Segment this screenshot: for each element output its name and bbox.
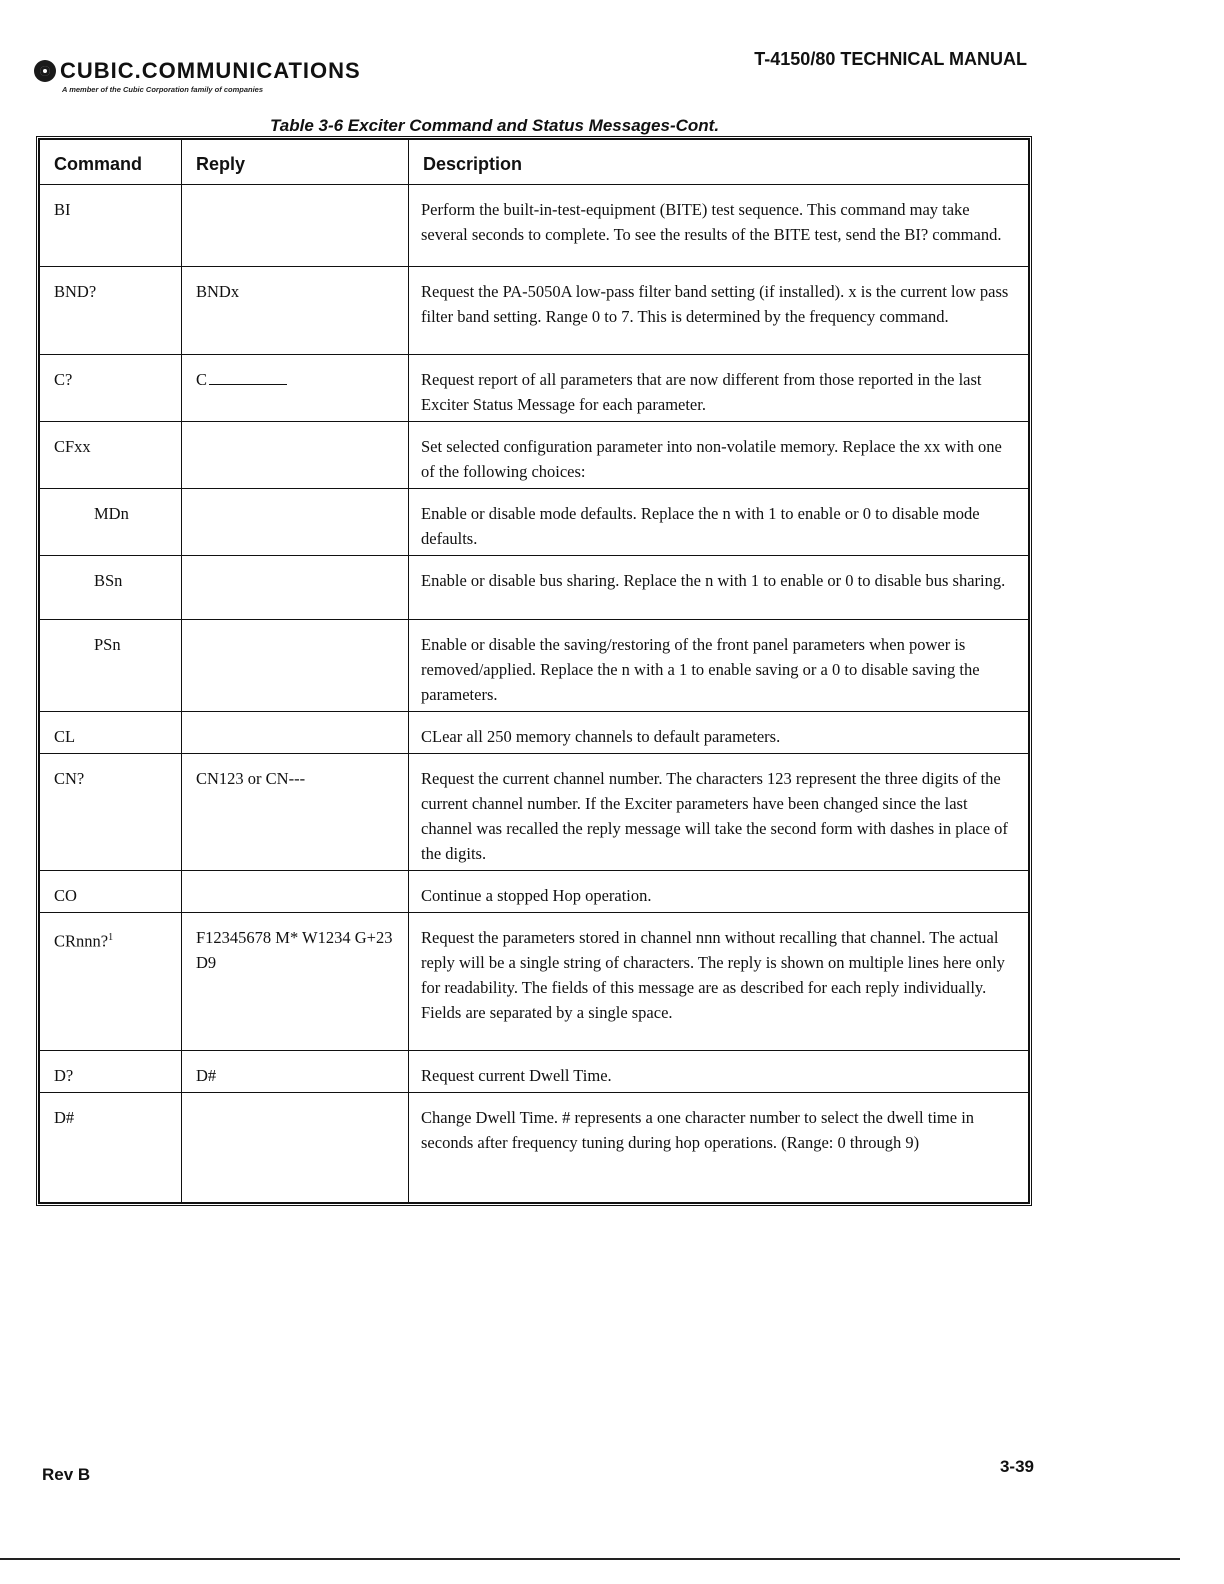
- reply-cell: [182, 355, 409, 422]
- command-cell: PSn: [40, 620, 182, 712]
- description-cell: Continue a stopped Hop operation.: [409, 871, 1029, 913]
- description-cell: Enable or disable bus sharing. Replace the n with 1 to enable or 0 to disable bus sharing.: [409, 556, 1029, 620]
- description-cell: Perform the built-in-test-equipment (BITE) test sequence. This command may take several seconds to complete. To see the results of the BITE test, send the BI? command.: [409, 185, 1029, 267]
- column-header-reply: Reply: [182, 140, 409, 185]
- command-cell: CO: [40, 871, 182, 913]
- reply-cell: [182, 556, 409, 620]
- reply-cell: [182, 185, 409, 267]
- table-row: [40, 185, 1029, 267]
- table-row: [40, 267, 1029, 355]
- description-cell: Request the PA-5050A low-pass filter band setting (if installed). x is the current low pass filter band setting. Range 0 to 7. This is determined by the frequency command.: [409, 267, 1029, 355]
- company-logo: [34, 58, 361, 94]
- command-cell: CN?: [40, 754, 182, 871]
- description-cell: Request current Dwell Time.: [409, 1051, 1029, 1093]
- column-header-command: Command: [40, 140, 182, 185]
- reply-cell: [182, 871, 409, 913]
- reply-cell: D#: [182, 1051, 409, 1093]
- column-header-description: Description: [409, 140, 1029, 185]
- table-caption: Table 3-6 Exciter Command and Status Messages-Cont.: [270, 116, 720, 135]
- table-header-row: [40, 140, 1029, 185]
- table-row: [40, 355, 1029, 422]
- table-row: [40, 913, 1029, 1051]
- description-cell: Change Dwell Time. # represents a one character number to select the dwell time in seconds after frequency tuning during hop operations. (Range: 0 through 9): [409, 1093, 1029, 1203]
- table-row: [40, 871, 1029, 913]
- revision-label: Rev B: [42, 1465, 91, 1484]
- reply-cell: [182, 422, 409, 489]
- description-cell: Set selected configuration parameter into non-volatile memory. Replace the xx with one of the following choices:: [409, 422, 1029, 489]
- reply-cell: F12345678 M* W1234 G+23 D9: [182, 913, 409, 1051]
- command-cell: CFxx: [40, 422, 182, 489]
- table-row: [40, 620, 1029, 712]
- bottom-rule: [0, 1558, 1180, 1560]
- reply-text: C: [196, 370, 208, 389]
- command-cell: CL: [40, 712, 182, 754]
- table-row: [40, 556, 1029, 620]
- description-cell: Request the current channel number. The characters 123 represent the three digits of the current channel number. If the Exciter parameters have been changed since the last channel was recalled the reply message will take the second form with dashes in place of the digits.: [409, 754, 1029, 871]
- command-cell: BSn: [40, 556, 182, 620]
- command-cell: BI: [40, 185, 182, 267]
- manual-title: T-4150/80 TECHNICAL MANUAL: [754, 49, 1027, 69]
- command-cell: D?: [40, 1051, 182, 1093]
- page-number: 3-39: [999, 1457, 1034, 1476]
- table-row: [40, 489, 1029, 556]
- reply-cell: BNDx: [182, 267, 409, 355]
- company-name: CUBIC.COMMUNICATIONS: [60, 58, 361, 83]
- command-cell: [40, 913, 182, 1051]
- description-cell: CLear all 250 memory channels to default parameters.: [409, 712, 1029, 754]
- command-cell: D#: [40, 1093, 182, 1203]
- footnote-marker: 1: [108, 932, 114, 943]
- table-row: [40, 1093, 1029, 1203]
- reply-cell: [182, 620, 409, 712]
- command-cell: BND?: [40, 267, 182, 355]
- reply-cell: [182, 489, 409, 556]
- command-text: CRnnn?: [54, 931, 109, 951]
- reply-blank-line: [209, 384, 287, 385]
- reply-cell: CN123 or CN---: [182, 754, 409, 871]
- table-row: [40, 712, 1029, 754]
- table-row: [40, 1051, 1029, 1093]
- table-row: [40, 754, 1029, 871]
- description-cell: Request report of all parameters that are now different from those reported in the last Exciter Status Message for each parameter.: [409, 355, 1029, 422]
- description-cell: Enable or disable mode defaults. Replace the n with 1 to enable or 0 to disable mode defaults.: [409, 489, 1029, 556]
- cubic-logo-icon: [34, 60, 56, 82]
- company-tagline: A member of the Cubic Corporation family of companies: [62, 85, 263, 94]
- command-cell: MDn: [40, 489, 182, 556]
- command-cell: C?: [40, 355, 182, 422]
- reply-cell: [182, 1093, 409, 1203]
- description-cell: Enable or disable the saving/restoring of the front panel parameters when power is removed/applied. Replace the n with a 1 to enable saving or a 0 to disable saving the parameters.: [409, 620, 1029, 712]
- reply-cell: [182, 712, 409, 754]
- description-cell: Request the parameters stored in channel nnn without recalling that channel. The actual reply will be a single string of characters. The reply is shown on multiple lines here only for readability. The fields of this message are as described for each reply individually. Fields are separated by a single space.: [409, 913, 1029, 1051]
- table-row: [40, 422, 1029, 489]
- command-table: [36, 136, 1032, 1206]
